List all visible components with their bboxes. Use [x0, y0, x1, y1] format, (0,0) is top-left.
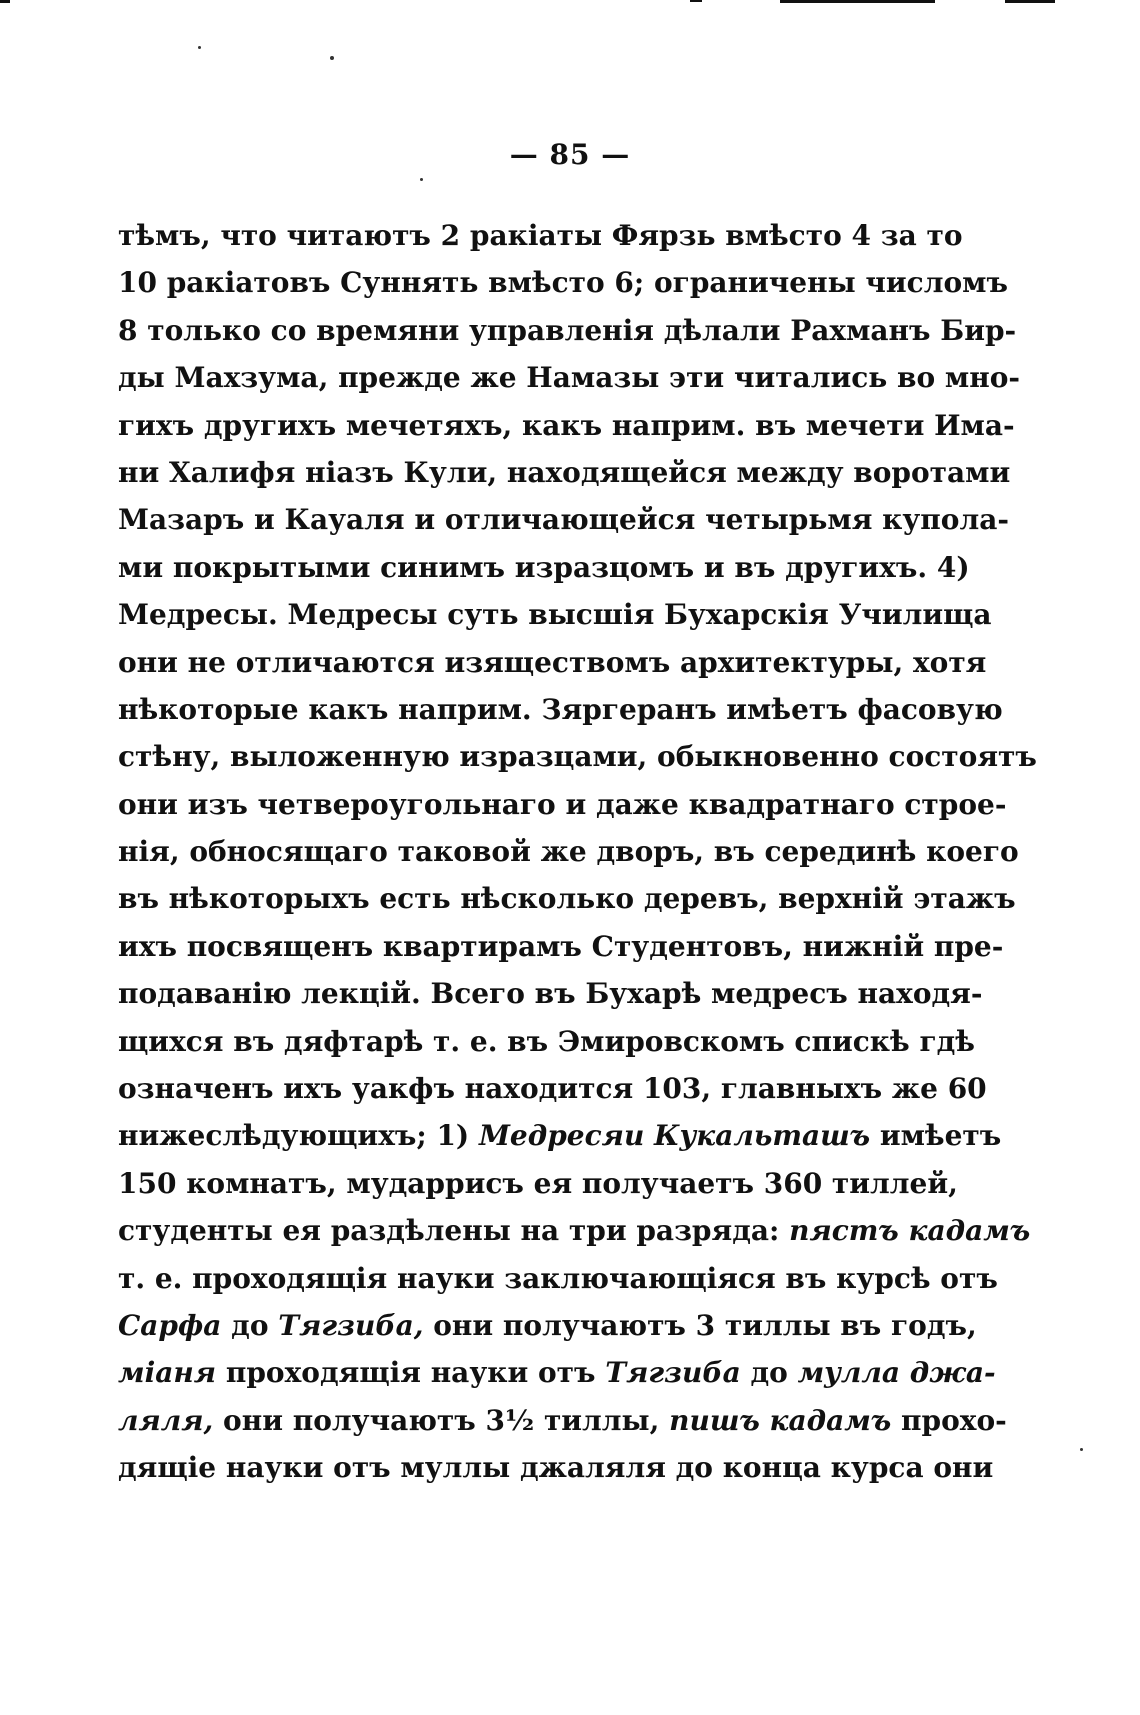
- italic-term: ляля,: [118, 1403, 214, 1437]
- text-segment: Мазаръ и Кауаля и отличающейся четырьмя купола-: [118, 503, 1009, 537]
- text-segment: дящіе науки отъ муллы джаляля до конца курса они: [118, 1451, 994, 1485]
- text-line: [118, 781, 1007, 828]
- text-line: [118, 1255, 998, 1302]
- italic-term: пястъ кадамъ: [789, 1214, 1031, 1248]
- text-segment: означенъ ихъ уакфъ находится 103, главныхъ же 60: [118, 1072, 987, 1106]
- text-line: [118, 686, 1003, 733]
- text-line: [118, 733, 1037, 780]
- text-line: [118, 591, 992, 638]
- text-line: [118, 1112, 1002, 1159]
- page-number: — 85 —: [509, 138, 631, 171]
- text-line: [118, 875, 1016, 922]
- text-line: [118, 1207, 1031, 1254]
- text-segment: т. е. проходящія науки заключающіяся въ курсѣ отъ: [118, 1261, 998, 1295]
- text-segment: стѣну, выложенную изразцами, обыкновенно состоятъ: [118, 740, 1037, 774]
- italic-term: мулла джа-: [797, 1356, 996, 1390]
- text-segment: ми покрытыми синимъ изразцомъ и въ другихъ. 4): [118, 550, 970, 584]
- paper-speck: [198, 46, 201, 49]
- italic-term: Сарфа: [118, 1308, 222, 1342]
- text-segment: они изъ четвероугольнаго и даже квадратнаго строе-: [118, 787, 1007, 821]
- text-line: [118, 1160, 958, 1207]
- text-segment: прохо-: [891, 1403, 1007, 1437]
- italic-term: Тягзиба: [605, 1356, 741, 1390]
- text-line: [118, 639, 987, 686]
- text-segment: тѣмъ, что читаютъ 2 ракіаты Фярзь вмѣсто 4 за то: [118, 219, 963, 252]
- text-line: [118, 828, 1019, 875]
- text-line: [118, 1302, 977, 1349]
- text-segment: гихъ другихъ мечетяхъ, какъ наприм. въ мечети Има-: [118, 408, 1015, 442]
- text-segment: Медресы. Медресы суть высшія Бухарскія Училища: [118, 598, 992, 632]
- text-segment: имѣетъ: [870, 1119, 1002, 1153]
- text-segment: нія, обносящаго таковой же дворъ, въ серединѣ коего: [118, 835, 1019, 869]
- text-line: [118, 259, 1008, 306]
- text-line: [118, 923, 1004, 970]
- text-segment: нѣкоторые какъ наприм. Зяргеранъ имѣетъ фасовую: [118, 692, 1003, 726]
- text-line: [118, 1018, 975, 1065]
- text-segment: студенты ея раздѣлены на три разряда:: [118, 1214, 790, 1248]
- italic-term: Тягзиба,: [278, 1308, 424, 1342]
- text-line: [118, 212, 963, 259]
- text-line: [118, 449, 1011, 496]
- text-line: [118, 496, 1009, 543]
- text-line: [118, 307, 1017, 354]
- text-segment: они получаютъ 3 тиллы въ годъ,: [423, 1308, 977, 1342]
- top-edge-rule-middle: [780, 0, 935, 3]
- text-segment: ихъ посвященъ квартирамъ Студентовъ, нижній пре-: [118, 929, 1004, 963]
- page-body-text: [118, 212, 1037, 1492]
- text-segment: ды Махзума, прежде же Намазы эти читались во мно-: [118, 361, 1021, 395]
- text-line: [118, 1444, 994, 1491]
- paper-speck: [420, 178, 423, 181]
- text-segment: до: [221, 1308, 279, 1342]
- italic-term: міаня: [118, 1356, 217, 1390]
- text-segment: до: [740, 1356, 798, 1390]
- text-segment: 10 ракіатовъ Суннять вмѣсто 6; ограничены числомъ: [118, 266, 1008, 300]
- text-segment: нижеслѣдующихъ; 1): [118, 1119, 479, 1153]
- text-segment: они не отличаются изяществомъ архитектуры, хотя: [118, 645, 987, 679]
- paper-speck: [1080, 1448, 1083, 1451]
- text-line: [118, 1349, 996, 1396]
- top-edge-rule-left: [0, 0, 10, 3]
- text-line: [118, 1397, 1007, 1444]
- text-line: [118, 354, 1021, 401]
- text-segment: они получаютъ 3½ тиллы,: [213, 1403, 670, 1437]
- italic-term: пишъ кадамъ: [669, 1403, 892, 1437]
- text-segment: подаванію лекцій. Всего въ Бухарѣ медресъ находя-: [118, 977, 983, 1011]
- text-segment: проходящія науки отъ: [216, 1356, 606, 1390]
- text-segment: щихся въ дяфтарѣ т. е. въ Эмировскомъ спискѣ гдѣ: [118, 1024, 975, 1058]
- paper-speck: [330, 56, 334, 60]
- italic-term: Медресяи Кукальташъ: [478, 1119, 871, 1153]
- text-line: [118, 402, 1015, 449]
- top-edge-rule-right: [1005, 0, 1055, 3]
- text-segment: въ нѣкоторыхъ есть нѣсколько деревъ, верхній этажъ: [118, 882, 1016, 916]
- top-edge-mark: [690, 0, 702, 2]
- text-line: [118, 1065, 987, 1112]
- text-segment: ни Халифя ніазъ Кули, находящейся между воротами: [118, 455, 1011, 489]
- text-segment: 8 только со времяни управленія дѣлали Рахманъ Бир-: [118, 313, 1017, 347]
- text-segment: 150 комнатъ, мударрисъ ея получаетъ 360 тиллей,: [118, 1166, 958, 1200]
- text-line: [118, 970, 983, 1017]
- text-line: [118, 544, 970, 591]
